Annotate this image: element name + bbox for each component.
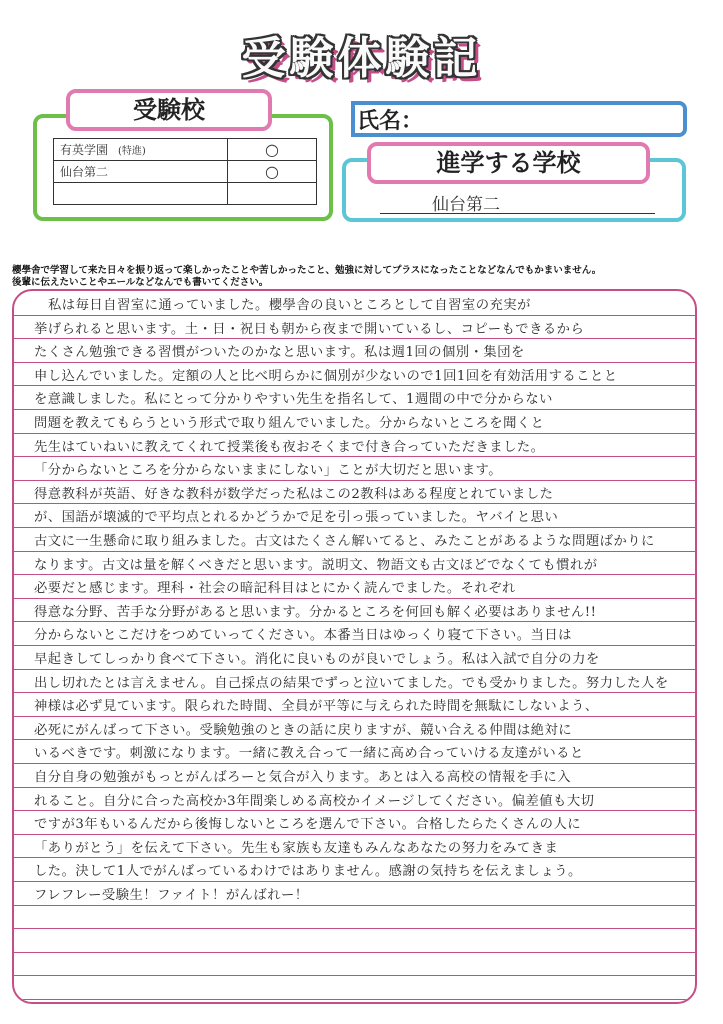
essay-line: れること。自分に合った高校か3年間楽しめる高校かイメージしてください。偏差値も大切: [34, 793, 595, 809]
essay-line: 早起きしてしっかり食べて下さい。消化に良いものが良いでしょう。私は入試で自分の力を: [34, 652, 600, 667]
going-school-label: 進学する学校: [367, 142, 650, 184]
school-note: (特進): [118, 146, 146, 157]
school-name-cell: [54, 183, 228, 205]
essay-line: 出し切れたとは言えません。自己採点の結果でずっと泣いてました。でも受かりました。努力した人を: [34, 675, 669, 691]
paper-rule: [14, 952, 695, 953]
essay-line: 先生はていねいに教えてくれて授業後も夜おそくまで付き合っていただきました。: [34, 439, 545, 455]
school-mark: [228, 183, 317, 205]
paper-rule: [14, 857, 695, 858]
essay-line: 申し込んでいました。定額の人と比べ明らかに個別が少ないので1回1回を有効活用することと: [34, 368, 618, 384]
going-school-value: 仙台第二: [380, 190, 655, 214]
school-row: [54, 183, 317, 205]
school-name-cell: [54, 139, 228, 161]
school-mark: ○: [228, 139, 317, 161]
paper-rule: [14, 527, 695, 528]
paper-rule: [14, 645, 695, 646]
paper-rule: [14, 598, 695, 599]
paper-rule: [14, 503, 695, 504]
school-mark: ○: [228, 161, 317, 183]
paper-rule: [14, 716, 695, 717]
school-name: 有英学園: [60, 143, 109, 157]
essay-line: 必要だと感じます。理科・社会の暗記科目はとにかく読んでました。それぞれ: [34, 581, 516, 597]
school-row: [54, 139, 317, 161]
paper-rule: [14, 739, 695, 740]
essay-line: 古文に一生懸命に取り組みました。古文はたくさん解いてると、みたことがあるような問題ばかりに: [34, 534, 655, 549]
paper-rule: [14, 763, 695, 764]
paper-rule: [14, 834, 695, 835]
school-table: [53, 138, 317, 205]
essay-line: 私は毎日自習室に通っていました。櫻學舎の良いところとして自習室の充実が: [48, 298, 531, 313]
school-name-cell: [54, 161, 228, 183]
essay-line: が、国語が壊滅的で平均点とれるかどうかで足を引っ張っていました。ヤバイと思い: [34, 510, 559, 526]
essay-line: 問題を教えてもらうという形式で取り組んでいました。分からないところを聞くと: [34, 416, 545, 431]
essay-line: たくさん勉強できる習慣がついたのかなと思います。私は週1回の個別・集団を: [34, 345, 525, 361]
paper-rule: [14, 692, 695, 693]
paper-rule: [14, 551, 695, 552]
paper-rule: [14, 905, 695, 906]
essay-line: 挙げられると思います。土・日・祝日も朝から夜まで開いているし、コピーもできるから: [34, 321, 585, 337]
instruction-line: 後輩に伝えたいことやエールなどなんでも書いてください。: [12, 277, 269, 288]
paper-rule: [14, 787, 695, 788]
paper-rule: [14, 433, 695, 434]
paper-rule: [14, 621, 695, 622]
essay-line: 自分自身の勉強がもっとがんばろーと気合が入ります。あとは入る高校の情報を手に入: [34, 770, 572, 785]
paper-rule: [14, 999, 695, 1000]
paper-rule: [14, 669, 695, 670]
essay-line: 神様は必ず見ています。限られた時間、全員が平等に与えられた時間を無駄にしないよう、: [34, 699, 599, 715]
paper-rule: [14, 315, 695, 316]
instruction-line: 櫻學舎で学習して来た日々を振り返って楽しかったことや苦しかったこと、勉強に対してプラスになったことなどなんでもかまいません。: [12, 265, 602, 276]
essay-paper: [12, 289, 697, 1004]
paper-rule: [14, 338, 695, 339]
page-title: 受験体験記: [241, 33, 482, 84]
essay-line: フレフレー受験生！ファイト！がんばれー！: [34, 888, 309, 903]
paper-rule: [14, 810, 695, 811]
school-name: 仙台第二: [60, 165, 109, 179]
essay-line: 得意な分野、苦手な分野があると思います。分かるところを何回も解く必要はありません!!: [34, 604, 597, 620]
paper-rule: [14, 456, 695, 457]
name-label: 氏名：: [357, 109, 424, 134]
paper-rule: [14, 409, 695, 410]
instructions: [12, 265, 712, 289]
name-box-accent: [351, 104, 355, 136]
paper-rule: [14, 574, 695, 575]
essay-line: なります。古文は量を解くべきだと思います。説明文、物語文も古文ほどでなくても慣れが: [34, 557, 598, 573]
school-box-label: 受験校: [66, 89, 272, 131]
paper-rule: [14, 881, 695, 882]
essay-line: を意識しました。私にとって分かりやすい先生を指名して、1週間の中で分からない: [34, 392, 553, 408]
essay-line: 得意教科が英語、好きな教科が数学だった私はこの2教科はある程度とれていました: [34, 486, 554, 502]
paper-rule: [14, 975, 695, 976]
paper-rule: [14, 480, 695, 481]
essay-line: 「ありがとう」を伝えて下さい。先生も家族も友達もみんなあなたの努力をみてきま: [34, 840, 559, 856]
paper-rule: [14, 928, 695, 929]
essay-line: 必死にがんばって下さい。受験勉強のときの話に戻りますが、競い合える仲間は絶対に: [34, 722, 573, 738]
essay-line: いるべきです。刺激になります。一緒に教え合って一緒に高め合っていける友達がいると: [34, 746, 584, 762]
school-row: [54, 161, 317, 183]
paper-rule: [14, 385, 695, 386]
essay-line: 「分からないところを分からないままにしない」ことが大切だと思います。: [34, 463, 503, 479]
essay-line: ですが3年もいるんだから後悔しないところを選んで下さい。合格したらたくさんの人に: [34, 817, 582, 833]
essay-line: 分からないとこだけをつめていってください。本番当日はゆっくり寝て下さい。当日は: [34, 628, 572, 644]
essay-line: した。決して1人でがんばっているわけではありません。感謝の気持ちを伝えましょう。: [34, 864, 582, 880]
paper-rule: [14, 362, 695, 363]
